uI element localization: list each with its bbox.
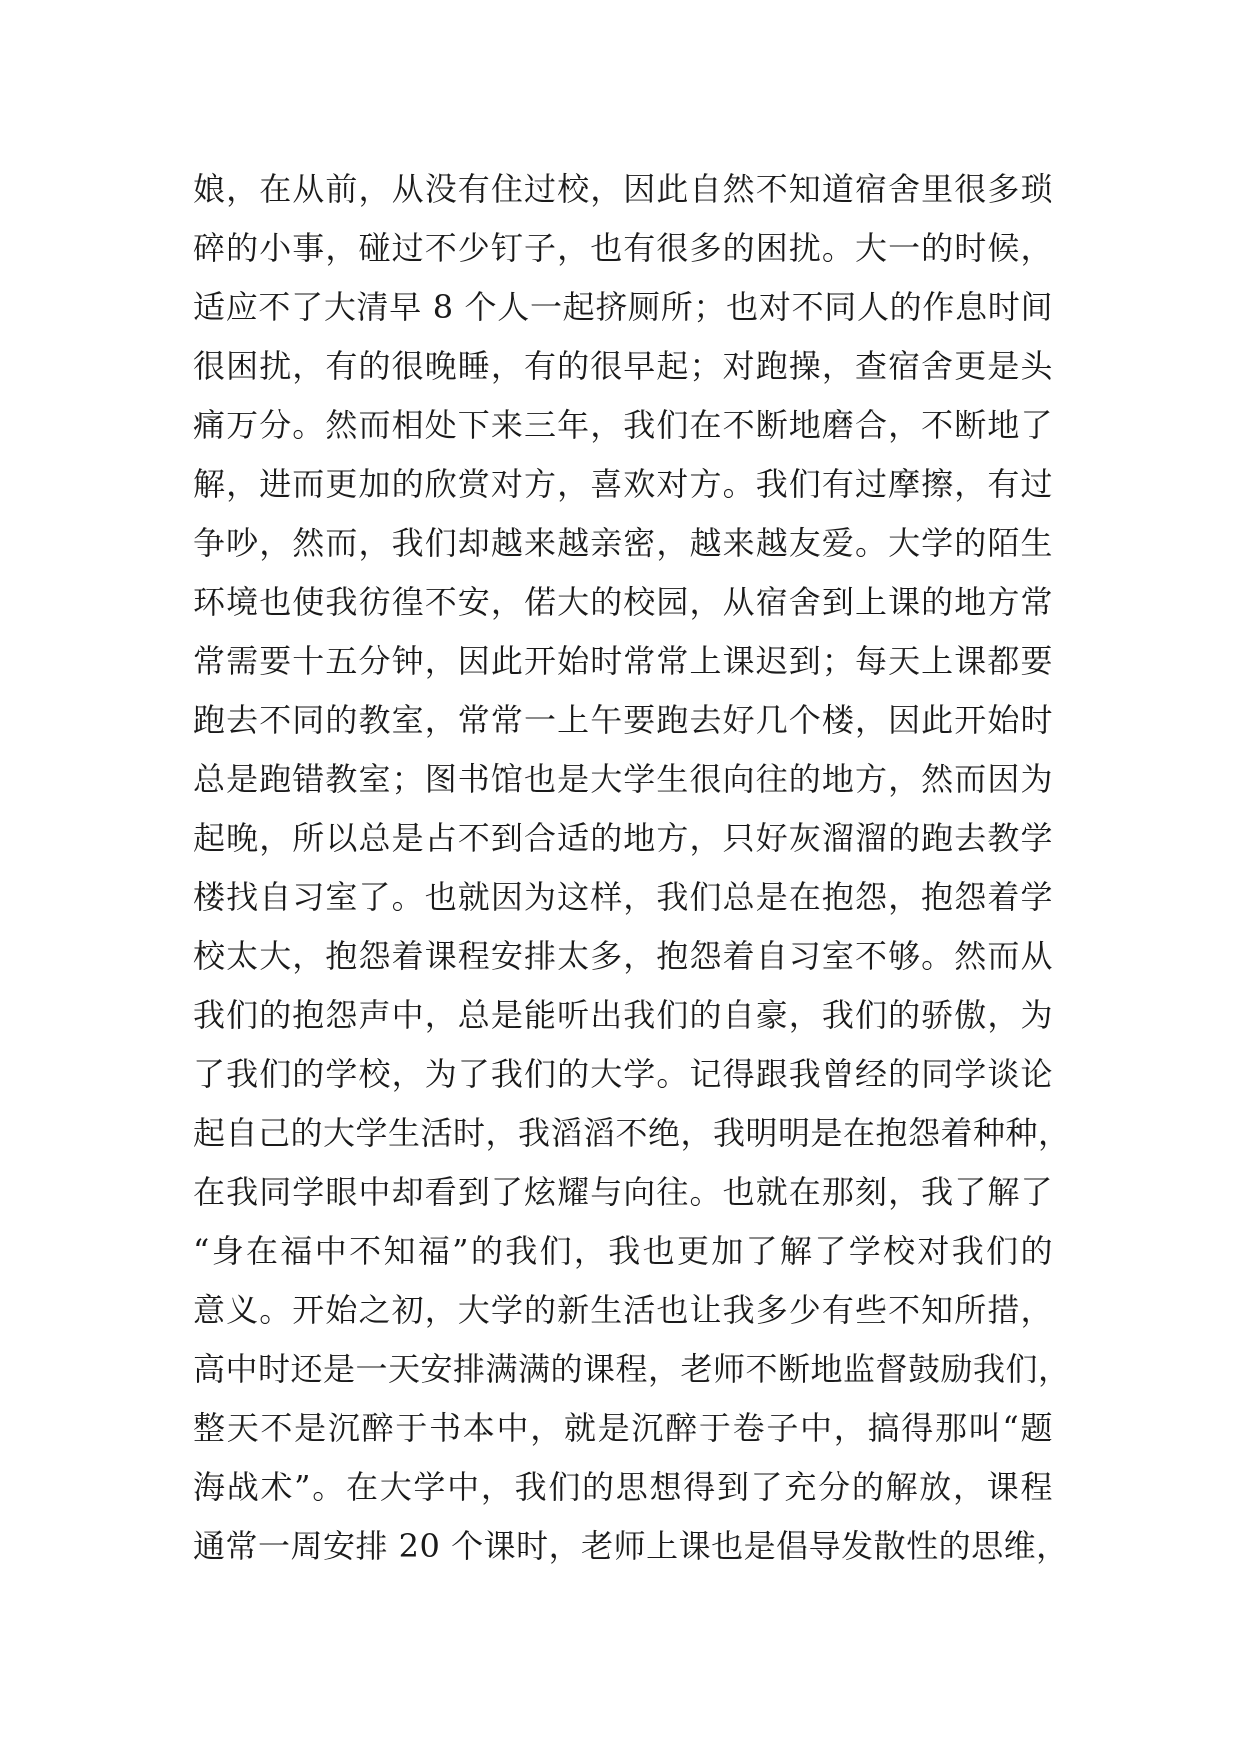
- text-line: 起自己的大学生活时，我滔滔不绝，我明明是在抱怨着种种，: [193, 1114, 1071, 1152]
- text-line: 痛万分。然而相处下来三年，我们在不断地磨合，不断地了: [193, 406, 1053, 444]
- text-line: 高中时还是一天安排满满的课程，老师不断地监督鼓励我们，: [193, 1350, 1071, 1388]
- text-line: 整天不是沉醉于书本中，就是沉醉于卷子中，搞得那叫“题: [193, 1409, 1053, 1447]
- text-line: 娘，在从前，从没有住过校，因此自然不知道宿舍里很多琐: [193, 170, 1053, 208]
- text-line: 了我们的学校，为了我们的大学。记得跟我曾经的同学谈论: [193, 1055, 1053, 1093]
- text-line: 常需要十五分钟，因此开始时常常上课迟到；每天上课都要: [193, 642, 1053, 680]
- text-line: 通常一周安排 20 个课时，老师上课也是倡导发散性的思维，: [193, 1527, 1069, 1565]
- text-line: 争吵，然而，我们却越来越亲密，越来越友爱。大学的陌生: [193, 524, 1053, 562]
- text-line: “身在福中不知福”的我们，我也更加了解了学校对我们的: [193, 1232, 1053, 1270]
- text-line: 环境也使我彷徨不安，偌大的校园，从宿舍到上课的地方常: [193, 583, 1053, 621]
- text-line: 很困扰，有的很晚睡，有的很早起；对跑操，查宿舍更是头: [193, 347, 1053, 385]
- text-line: 意义。开始之初，大学的新生活也让我多少有些不知所措，: [193, 1291, 1053, 1329]
- text-line: 总是跑错教室；图书馆也是大学生很向往的地方，然而因为: [193, 760, 1053, 798]
- text-line: 适应不了大清早 8 个人一起挤厕所；也对不同人的作息时间: [193, 288, 1053, 326]
- text-line: 我们的抱怨声中，总是能听出我们的自豪，我们的骄傲，为: [193, 996, 1053, 1034]
- text-line: 海战术”。在大学中，我们的思想得到了充分的解放，课程: [193, 1468, 1053, 1506]
- text-line: 碎的小事，碰过不少钉子，也有很多的困扰。大一的时候，: [193, 229, 1053, 267]
- text-line: 跑去不同的教室，常常一上午要跑去好几个楼，因此开始时: [193, 701, 1053, 739]
- text-line: 起晚，所以总是占不到合适的地方，只好灰溜溜的跑去教学: [193, 819, 1053, 857]
- text-line: 在我同学眼中却看到了炫耀与向往。也就在那刻，我了解了: [193, 1173, 1053, 1211]
- body-text: [193, 160, 1071, 1576]
- text-line: 解，进而更加的欣赏对方，喜欢对方。我们有过摩擦，有过: [193, 465, 1053, 503]
- text-line: 楼找自习室了。也就因为这样，我们总是在抱怨，抱怨着学: [193, 878, 1053, 916]
- text-line: 校太大，抱怨着课程安排太多，抱怨着自习室不够。然而从: [193, 937, 1053, 975]
